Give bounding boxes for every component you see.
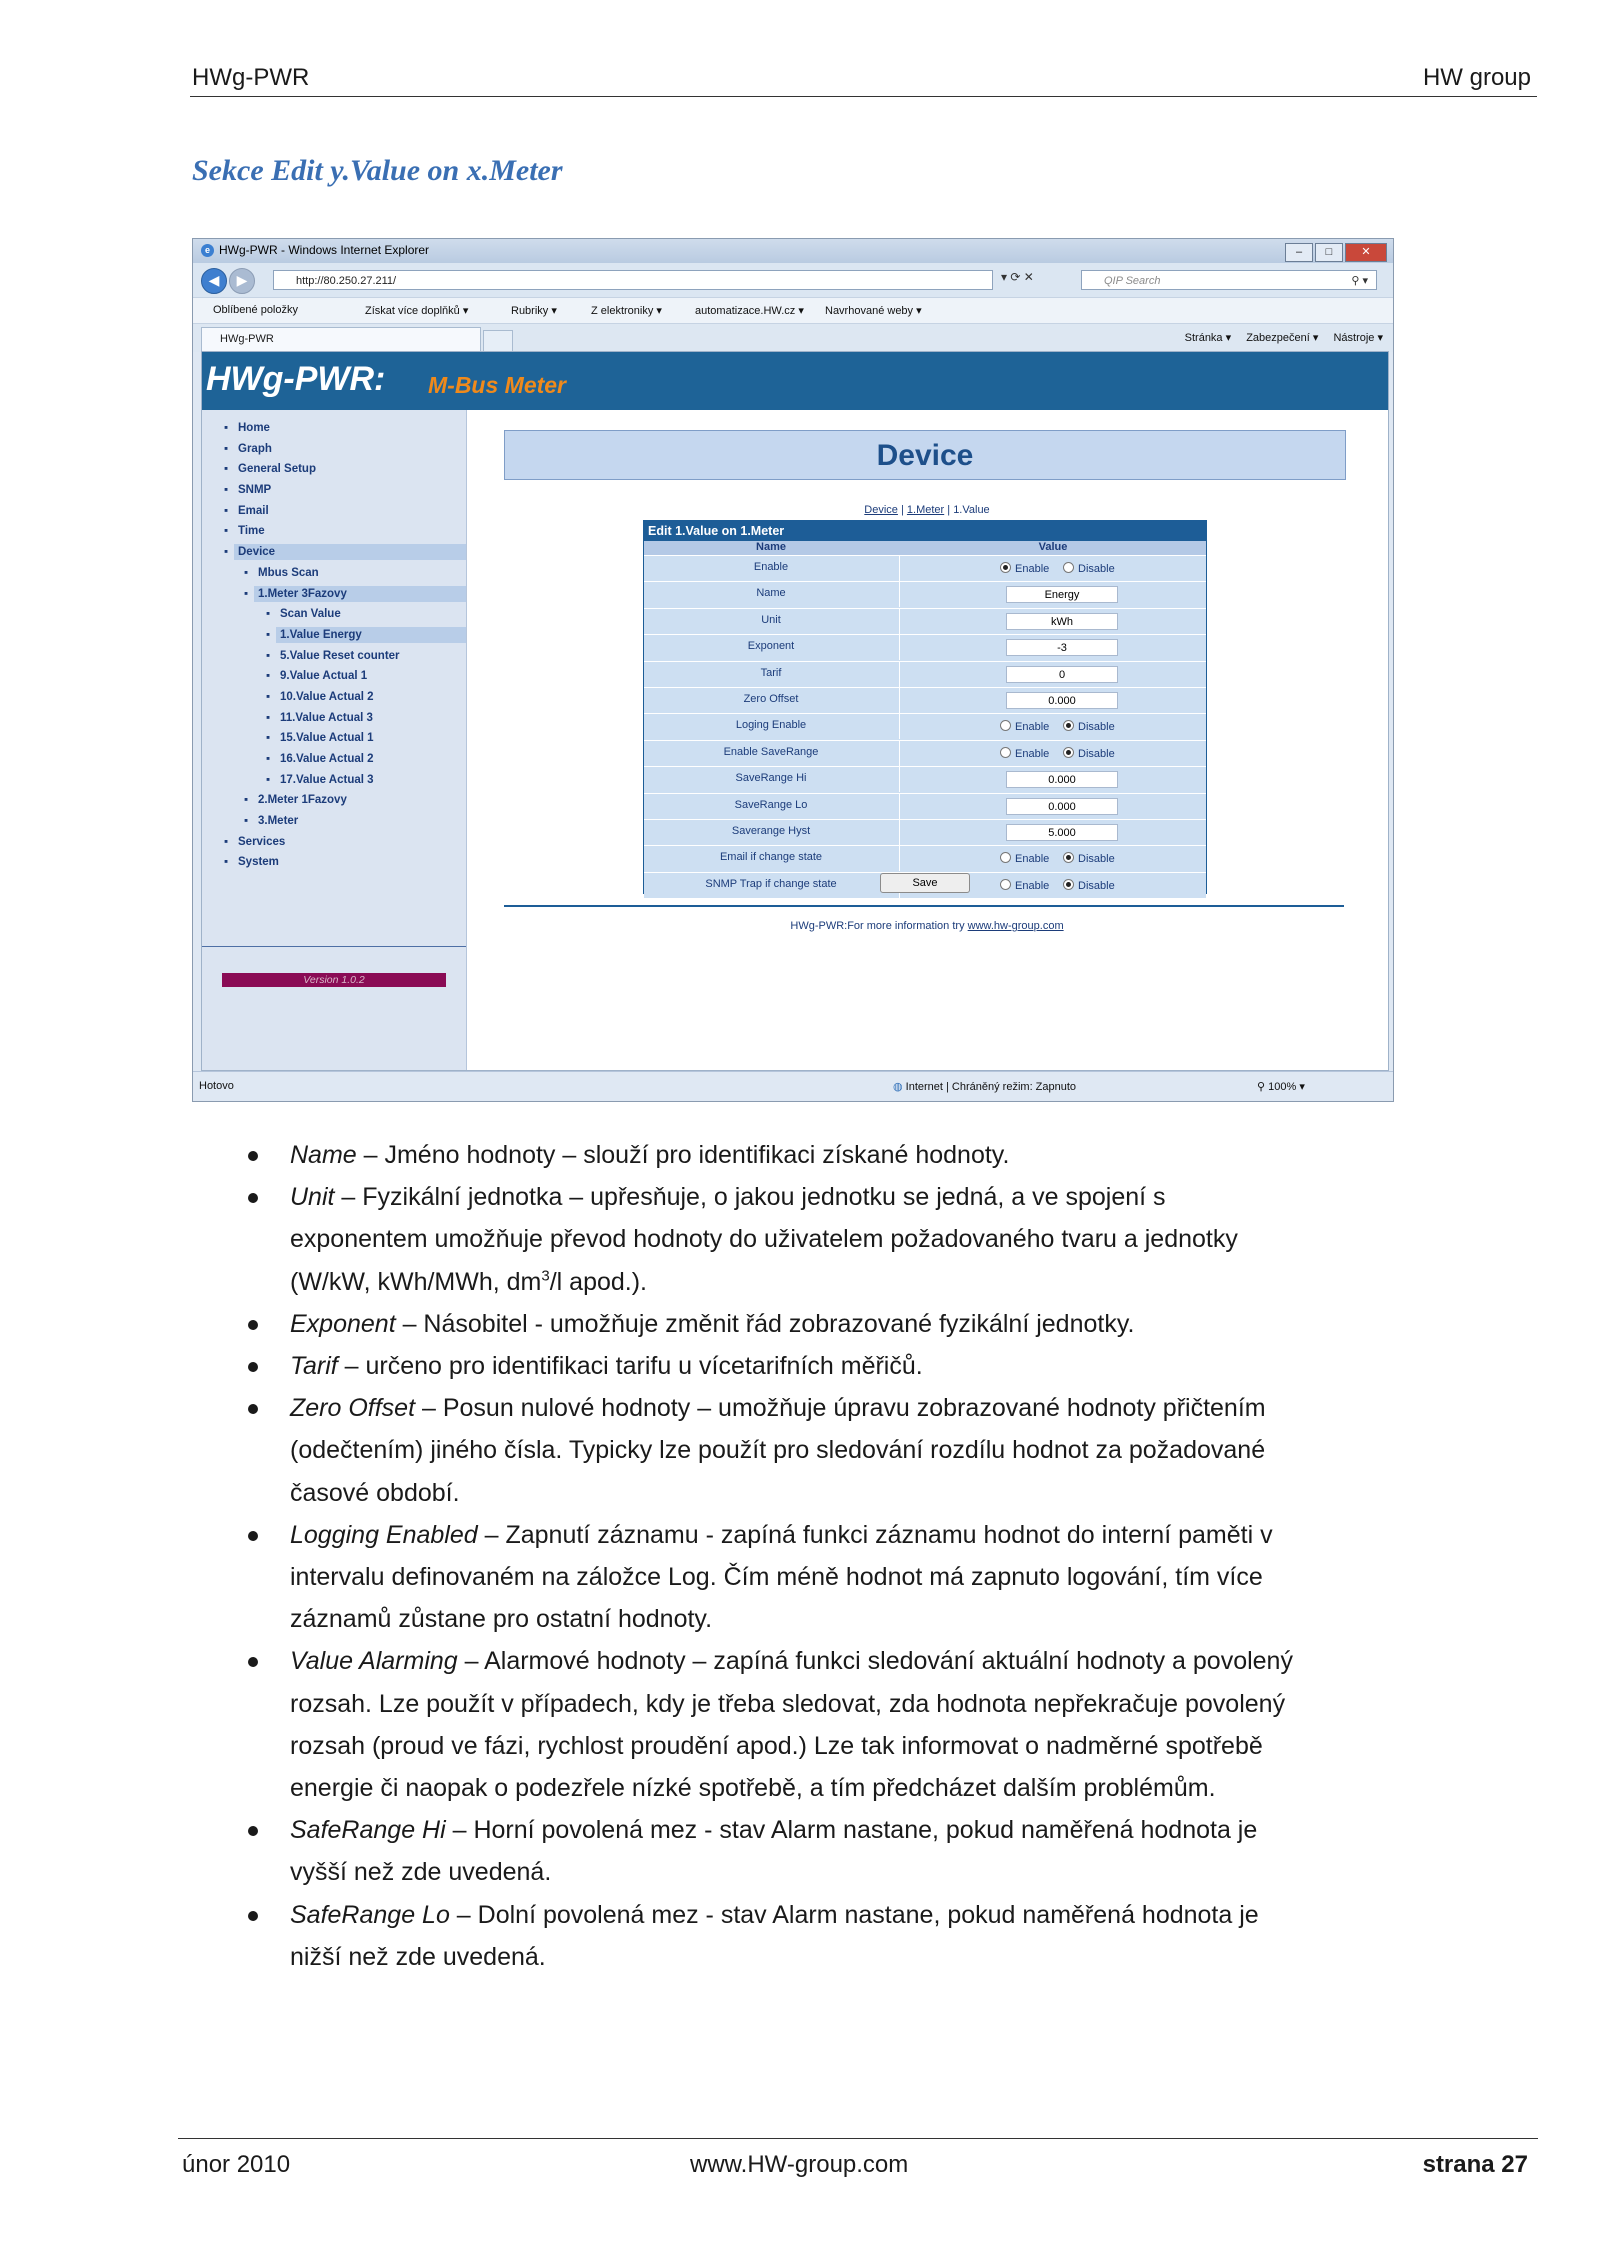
bullet-dot [248, 1193, 258, 1203]
sidebar-item-label: Services [238, 835, 286, 848]
sidebar-item[interactable] [202, 439, 466, 460]
bullet-icon: ▪ [266, 649, 271, 662]
form-row [644, 555, 1206, 581]
header-left: HWg-PWR [192, 64, 310, 91]
row-divider [899, 767, 900, 792]
form-row-label: Saverange Hyst [731, 824, 811, 837]
address-input[interactable]: http://80.250.27.211/ [273, 270, 993, 290]
sidebar-item[interactable] [202, 501, 466, 522]
bullet-icon: ▪ [266, 711, 271, 724]
bullet-icon: ▪ [224, 546, 229, 559]
sidebar-item-label: 1.Value Energy [280, 628, 362, 641]
form-row-label: SaveRange Hi [735, 772, 807, 785]
radio-icon [1063, 720, 1074, 731]
row-divider [899, 635, 900, 660]
disable-radio[interactable] [1063, 720, 1115, 733]
list-item [248, 1303, 1308, 1345]
list-item-text: – Fyzikální jednotka – upřesňuje, o jakou jednotku se jedná, a ve spojení s exponentem umožňuje převod hodnoty do uživatelem požadovaného tvaru a jednotky (W/kW, kWh/MWh, dm [290, 1183, 1238, 1296]
header-right: HW group [1422, 64, 1531, 91]
list-item [248, 1387, 1308, 1514]
bullet-icon: ▪ [224, 463, 229, 476]
bullet-icon: ▪ [266, 753, 271, 765]
section-title: Sekce Edit y.Value on x.Meter [192, 154, 563, 187]
more-info [466, 920, 1388, 932]
save-button[interactable]: Save [880, 873, 970, 893]
tab-bar [193, 323, 1393, 352]
sidebar-item[interactable] [202, 811, 466, 832]
bullet-dot [248, 1362, 258, 1372]
row-divider [899, 794, 900, 819]
radio-icon [1063, 562, 1074, 573]
footer-website: www.HW-group.com [690, 2151, 909, 2178]
radio-icon [1000, 747, 1011, 758]
list-item-term: Zero Offset [290, 1394, 416, 1423]
favorites-item[interactable]: Rubriky ▾ [511, 305, 557, 317]
text-input[interactable]: 0.000 [1006, 798, 1118, 815]
sidebar-item[interactable] [202, 459, 466, 480]
enable-radio[interactable] [1000, 879, 1049, 892]
search-icon[interactable]: ⚲ ▾ [1351, 275, 1368, 287]
sidebar-item-label: 16.Value Actual 2 [280, 753, 374, 765]
bullet-icon: ▪ [224, 835, 229, 848]
form-row [644, 740, 1206, 766]
radio-icon [1000, 562, 1011, 573]
form-row [644, 608, 1206, 634]
disable-label: Disable [1078, 747, 1115, 760]
sidebar-divider [202, 946, 466, 947]
list-item [248, 1345, 1308, 1387]
sidebar-item-label: Home [238, 422, 270, 434]
sidebar-item[interactable] [202, 708, 466, 729]
sidebar [202, 410, 467, 1070]
row-divider [899, 741, 900, 766]
sidebar-item-label: System [238, 856, 279, 869]
bullet-icon: ▪ [244, 794, 249, 807]
sidebar-item[interactable] [202, 852, 466, 873]
breadcrumb-sep: | [947, 504, 951, 516]
form-row-label: Enable [753, 561, 789, 573]
address-actions-icon[interactable]: ▾ ⟳ ✕ [1001, 270, 1034, 284]
list-item [248, 1176, 1308, 1303]
sidebar-item-label: 1.Meter 3Fazovy [258, 587, 347, 600]
web-page [201, 351, 1389, 1071]
text-input[interactable]: kWh [1006, 613, 1118, 630]
list-item-term: SafeRange Lo [290, 1900, 450, 1929]
bullet-icon: ▪ [266, 690, 271, 703]
bullet-icon: ▪ [224, 504, 229, 517]
form-row-label: Loging Enable [735, 719, 807, 732]
list-item-text: – Posun nulové hodnoty – umožňuje úpravu zobrazované hodnoty přičtením (odečtením) jiného čísla. Typicky lze použít pro sledování rozdílu hodnot za požadované časové období. [290, 1394, 1266, 1507]
disable-label: Disable [1078, 853, 1115, 866]
close-button[interactable]: ✕ [1345, 243, 1387, 262]
page-heading-box [504, 430, 1346, 480]
row-divider [899, 582, 900, 607]
sidebar-item[interactable] [202, 418, 466, 439]
sidebar-item-label: Device [238, 546, 276, 559]
more-info-text: HWg-PWR:For more information try [790, 920, 965, 932]
breadcrumb-sep: | [900, 504, 904, 516]
minimize-button[interactable]: – [1285, 243, 1313, 262]
text-input[interactable]: 5.000 [1006, 824, 1118, 841]
text-input[interactable]: 0.000 [1006, 692, 1118, 709]
bullet-icon: ▪ [224, 442, 229, 455]
form-row-label: Unit [761, 613, 781, 626]
form-row [644, 845, 1206, 871]
form-row-label: Exponent [747, 640, 795, 653]
disable-radio[interactable] [1063, 562, 1115, 575]
version-badge: Version 1.0.2 [222, 973, 446, 987]
window-titlebar [193, 239, 1393, 263]
page-footer [178, 2138, 1538, 2189]
sidebar-item-label: 9.Value Actual 1 [280, 670, 368, 683]
radio-icon [1000, 720, 1011, 731]
row-divider [899, 846, 900, 871]
list-item-term: SafeRange Hi [290, 1816, 446, 1845]
form-row-label: SNMP Trap if change state [705, 877, 837, 890]
form-row-label: Email if change state [719, 851, 823, 864]
sidebar-item[interactable] [202, 584, 466, 605]
list-item-text: – určeno pro identifikaci tarifu u vícetarifních měřičů. [337, 1352, 923, 1381]
radio-icon [1063, 879, 1074, 890]
sidebar-item-label: Mbus Scan [258, 566, 319, 579]
sidebar-item[interactable] [202, 521, 466, 542]
security-zone-text: Internet | Chráněný režim: Zapnuto [905, 1081, 1077, 1093]
form-row-label: Enable SaveRange [723, 745, 819, 758]
text-input[interactable]: 0 [1006, 666, 1118, 683]
command-bar [1173, 331, 1383, 344]
disable-label: Disable [1078, 563, 1115, 575]
sidebar-item[interactable] [202, 770, 466, 791]
row-divider [899, 662, 900, 687]
sidebar-item-label: 2.Meter 1Fazovy [258, 794, 347, 807]
app-brand-sub: M-Bus Meter [428, 372, 567, 398]
page-header [190, 60, 1537, 97]
list-item [248, 1894, 1308, 1978]
list-item [248, 1640, 1308, 1809]
zoom-level: 100% [1268, 1081, 1297, 1093]
sidebar-item-label: 10.Value Actual 2 [280, 690, 374, 703]
command-page[interactable]: Stránka ▾ [1184, 332, 1232, 344]
sidebar-item[interactable] [202, 687, 466, 708]
list-item-text: – Alarmové hodnoty – zapíná funkci sledování aktuální hodnoty a povolený rozsah. Lze použít v případech, kdy je třeba sledovat, zda hodnota nepřekračuje povolený rozsah (proud ve fázi, rychlost proudění apod.) Lze tak informovat o nadměrné spotřebě energie či naopak o podezřele nízké spotřebě, a tím předcházet dalším problémům. [290, 1647, 1293, 1803]
form-row [644, 819, 1206, 845]
search-placeholder: QIP Search [1104, 275, 1161, 287]
ie-icon: e [201, 244, 214, 257]
new-tab-button[interactable] [483, 330, 513, 352]
list-item-term: Name [290, 1141, 357, 1169]
enable-radio[interactable] [1000, 852, 1049, 865]
enable-radio[interactable] [1000, 562, 1049, 575]
column-name: Name [756, 541, 786, 553]
text-input[interactable]: -3 [1006, 639, 1118, 656]
sidebar-item[interactable] [202, 625, 466, 646]
list-item [248, 1134, 1308, 1176]
sidebar-item[interactable] [202, 666, 466, 687]
bullet-dot [248, 1320, 258, 1330]
form-row [644, 634, 1206, 660]
bullet-icon: ▪ [224, 856, 229, 869]
back-icon[interactable]: ◀ [201, 268, 227, 294]
sidebar-item[interactable] [202, 542, 466, 563]
sidebar-item[interactable] [202, 790, 466, 811]
maximize-button[interactable]: □ [1315, 243, 1343, 262]
radio-icon [1063, 747, 1074, 758]
sidebar-item-label: 5.Value Reset counter [280, 649, 400, 662]
edit-value-form [643, 520, 1207, 894]
enable-label: Enable [1015, 721, 1050, 734]
browser-screenshot [192, 238, 1394, 1102]
command-tools[interactable]: Nástroje ▾ [1333, 332, 1383, 344]
disable-radio[interactable] [1063, 852, 1115, 865]
form-title: Edit 1.Value on 1.Meter [644, 521, 1206, 541]
sidebar-item-label: 17.Value Actual 3 [280, 773, 374, 786]
text-input[interactable]: Energy [1006, 586, 1118, 603]
row-divider [899, 820, 900, 845]
list-item-term: Value Alarming [290, 1647, 458, 1676]
enable-radio[interactable] [1000, 747, 1049, 760]
bullet-icon: ▪ [224, 525, 229, 538]
bullet-icon: ▪ [266, 732, 271, 745]
bullet-dot [248, 1657, 258, 1667]
superscript: 3 [541, 1267, 550, 1285]
disable-label: Disable [1078, 721, 1115, 734]
app-brand: HWg-PWR: [206, 360, 386, 398]
window-title: HWg-PWR - Windows Internet Explorer [219, 243, 430, 257]
form-row [644, 661, 1206, 687]
bullet-dot [248, 1531, 258, 1541]
list-item-term: Logging Enabled [290, 1520, 478, 1549]
list-item [248, 1809, 1308, 1893]
disable-radio[interactable] [1063, 747, 1115, 760]
security-zone [893, 1080, 1076, 1093]
globe-icon: ◍ [893, 1081, 906, 1093]
forward-icon[interactable]: ▶ [229, 268, 255, 294]
radio-icon [1063, 852, 1074, 863]
form-rows [644, 555, 1206, 898]
breadcrumb [466, 504, 1388, 516]
window-controls [1283, 242, 1387, 262]
favorites-item[interactable]: Získat více doplňků ▾ [365, 305, 469, 317]
enable-label: Enable [1015, 879, 1050, 892]
sidebar-item-label: General Setup [238, 463, 316, 476]
bullet-dot [248, 1911, 258, 1921]
sidebar-item[interactable] [202, 563, 466, 584]
column-value: Value [1038, 541, 1068, 553]
browser-tab[interactable]: HWg-PWR [201, 327, 481, 351]
row-divider [899, 714, 900, 739]
breadcrumb-device[interactable]: Device [864, 504, 898, 516]
bullet-icon: ▪ [266, 773, 271, 786]
main-content [466, 410, 1388, 1070]
enable-radio[interactable] [1000, 720, 1049, 733]
breadcrumb-meter[interactable]: 1.Meter [906, 504, 945, 516]
form-row-label: Name [756, 587, 786, 600]
favorites-item[interactable]: automatizace.HW.cz ▾ [695, 305, 804, 317]
status-text: Hotovo [199, 1080, 234, 1092]
list-item-term: Unit [290, 1183, 335, 1212]
more-info-link[interactable]: www.hw-group.com [967, 920, 1064, 932]
footer-date: únor 2010 [182, 2151, 291, 2178]
sidebar-item[interactable] [202, 728, 466, 749]
text-input[interactable]: 0.000 [1006, 771, 1118, 788]
disable-radio[interactable] [1063, 879, 1115, 892]
sidebar-item[interactable] [202, 749, 466, 770]
form-row [644, 713, 1206, 739]
bullet-icon: ▪ [244, 566, 249, 579]
sidebar-item[interactable] [202, 646, 466, 667]
sidebar-item-label: Email [238, 504, 269, 517]
command-security[interactable]: Zabezpečení ▾ [1246, 332, 1319, 344]
form-row-label: SaveRange Lo [734, 798, 808, 811]
zoom-control[interactable]: ⚲ 100% ▾ [1257, 1081, 1305, 1093]
sidebar-item-label: 11.Value Actual 3 [280, 711, 373, 724]
bullet-icon: ▪ [244, 815, 249, 828]
list-item-term: Tarif [290, 1352, 338, 1381]
search-input[interactable] [1081, 270, 1377, 290]
enable-label: Enable [1015, 853, 1050, 866]
bullet-dot [248, 1151, 258, 1161]
list-item-tail: /l apod.). [549, 1267, 647, 1296]
bullet-icon: ▪ [244, 587, 249, 600]
sidebar-nav [202, 418, 466, 873]
favorites-bar [193, 297, 1393, 324]
sidebar-item-label: Scan Value [280, 608, 341, 621]
sidebar-item[interactable] [202, 480, 466, 501]
bullet-dot [248, 1826, 258, 1836]
list-item-text: – Dolní povolená mez - stav Alarm nastane, pokud naměřená hodnota je nižší než zde uvedená. [290, 1900, 1259, 1971]
favorites-item[interactable]: Z elektroniky ▾ [591, 305, 662, 317]
bullet-icon: ▪ [224, 484, 229, 497]
breadcrumb-value: 1.Value [953, 504, 990, 516]
list-item-text: – Horní povolená mez - stav Alarm nastane, pokud naměřená hodnota je vyšší než zde uvedená. [290, 1816, 1258, 1887]
page-title: Device [876, 439, 974, 472]
form-row [644, 687, 1206, 713]
sidebar-item-label: 15.Value Actual 1 [280, 732, 374, 745]
sidebar-item-label: Time [238, 525, 265, 538]
app-banner [202, 352, 1388, 410]
status-bar [193, 1071, 1393, 1102]
sidebar-item[interactable] [202, 604, 466, 625]
sidebar-item-label: Graph [238, 442, 272, 455]
bullet-icon: ▪ [224, 422, 229, 434]
favorites-item[interactable]: Navrhované weby ▾ [825, 305, 922, 317]
content-divider [504, 905, 1344, 907]
list-item [248, 1514, 1308, 1641]
sidebar-item[interactable] [202, 832, 466, 853]
radio-icon [1000, 879, 1011, 890]
bullet-icon: ▪ [266, 628, 271, 641]
form-row [644, 766, 1206, 792]
favorites-item[interactable]: Oblíbené položky [213, 304, 298, 316]
enable-label: Enable [1015, 563, 1050, 575]
sidebar-item-label: SNMP [238, 484, 272, 497]
address-bar-row [193, 263, 1393, 297]
list-item-text: – Jméno hodnoty – slouží pro identifikaci získané hodnoty. [356, 1141, 1010, 1169]
bullet-dot [248, 1404, 258, 1414]
bullet-icon: ▪ [266, 670, 271, 683]
bullet-icon: ▪ [266, 608, 271, 621]
row-divider [899, 556, 900, 581]
list-item-text: – Zapnutí záznamu - zapíná funkci záznamu hodnot do interní paměti v intervalu definovaném na záložce Log. Čím méně hodnot má zapnuto logování, tím více záznamů zůstane pro ostatní hodnoty. [290, 1520, 1273, 1634]
form-row [644, 793, 1206, 819]
list-item-text: – Násobitel - umožňuje změnit řád zobrazované fyzikální jednotky. [395, 1309, 1135, 1338]
disable-label: Disable [1078, 879, 1115, 892]
footer-page-number: strana 27 [1422, 2151, 1528, 2178]
radio-icon [1000, 852, 1011, 863]
enable-label: Enable [1015, 747, 1050, 760]
form-column-headers [644, 541, 1206, 555]
row-divider [899, 609, 900, 634]
form-row-label: Tarif [760, 666, 782, 679]
form-row [644, 581, 1206, 607]
description-list [248, 1134, 1308, 1978]
list-item-term: Exponent [290, 1309, 396, 1338]
zoom-icon: ⚲ [1257, 1081, 1269, 1093]
form-row-label: Zero Offset [743, 692, 799, 705]
sidebar-item-label: 3.Meter [258, 815, 299, 828]
row-divider [899, 688, 900, 713]
